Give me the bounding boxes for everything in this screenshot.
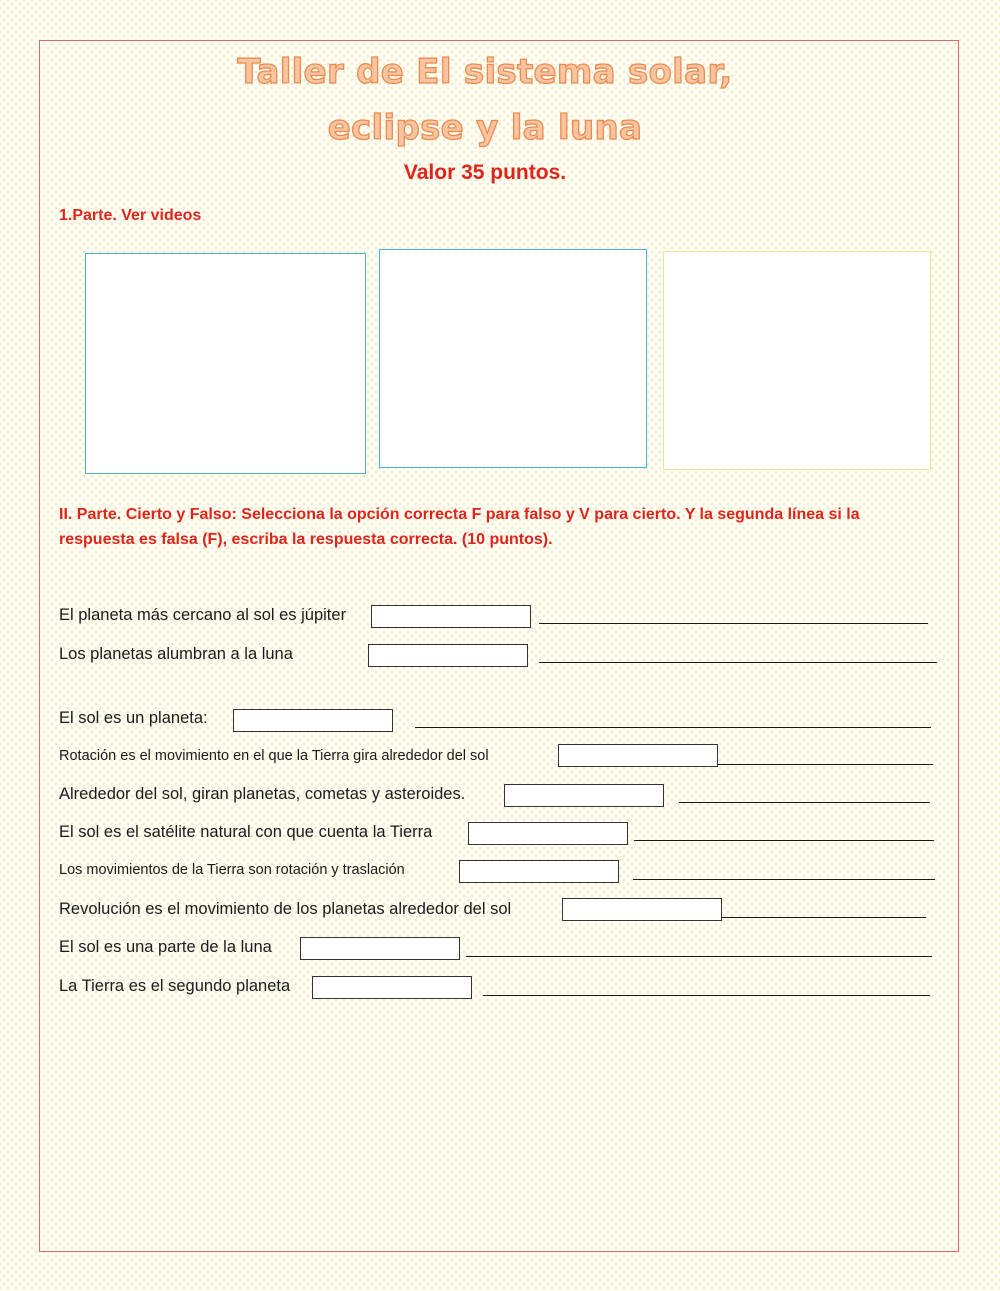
- question-1-correction-line[interactable]: [539, 623, 928, 624]
- part1-heading: 1.Parte. Ver videos: [59, 207, 202, 224]
- question-7-text: Los movimientos de la Tierra son rotación y traslación: [59, 862, 405, 878]
- title-line-1: Taller de El sistema solar,: [237, 52, 733, 92]
- question-10-correction-line[interactable]: [483, 995, 930, 996]
- question-9-answer-box[interactable]: [300, 937, 460, 960]
- question-3-answer-box[interactable]: [233, 709, 393, 732]
- question-3-correction-line[interactable]: [415, 727, 931, 728]
- question-4-text: Rotación es el movimiento en el que la Tierra gira alrededor del sol: [59, 748, 489, 764]
- title-line-2: eclipse y la luna: [327, 108, 643, 148]
- question-5-text: Alrededor del sol, giran planetas, cometas y asteroides.: [59, 785, 466, 803]
- question-8-correction-line[interactable]: [722, 917, 926, 918]
- question-10-answer-box[interactable]: [312, 976, 472, 999]
- question-2-correction-line[interactable]: [539, 662, 937, 663]
- question-5-correction-line[interactable]: [679, 802, 930, 803]
- question-2-answer-box[interactable]: [368, 644, 528, 667]
- video-embed-1[interactable]: [85, 253, 366, 474]
- question-6-answer-box[interactable]: [468, 822, 628, 845]
- question-8-answer-box[interactable]: [562, 898, 722, 921]
- question-7-answer-box[interactable]: [459, 860, 619, 883]
- question-1-answer-box[interactable]: [371, 605, 531, 628]
- question-9-text: El sol es una parte de la luna: [59, 938, 272, 956]
- question-1-text: El planeta más cercano al sol es júpiter: [59, 606, 347, 624]
- question-6-text: El sol es el satélite natural con que cuenta la Tierra: [59, 823, 433, 841]
- question-10-text: La Tierra es el segundo planeta: [59, 977, 291, 995]
- question-7-correction-line[interactable]: [633, 879, 935, 880]
- question-5-answer-box[interactable]: [504, 784, 664, 807]
- video-embed-3[interactable]: [663, 251, 931, 470]
- part2-instructions: II. Parte. Cierto y Falso: Selecciona la opción correcta F para falso y V para cierto. Y la segunda línea si la respuesta es falsa (F), escriba la respuesta correcta. (10 puntos).: [59, 506, 860, 548]
- video-embed-2[interactable]: [379, 249, 647, 468]
- question-6-correction-line[interactable]: [634, 840, 934, 841]
- question-3-text: El sol es un planeta:: [59, 709, 208, 727]
- question-4-answer-box[interactable]: [558, 744, 718, 767]
- points-value: Valor 35 puntos.: [403, 161, 567, 184]
- question-4-correction-line[interactable]: [718, 764, 933, 765]
- question-8-text: Revolución es el movimiento de los planetas alrededor del sol: [59, 900, 512, 918]
- question-9-correction-line[interactable]: [466, 956, 932, 957]
- question-2-text: Los planetas alumbran a la luna: [59, 645, 293, 663]
